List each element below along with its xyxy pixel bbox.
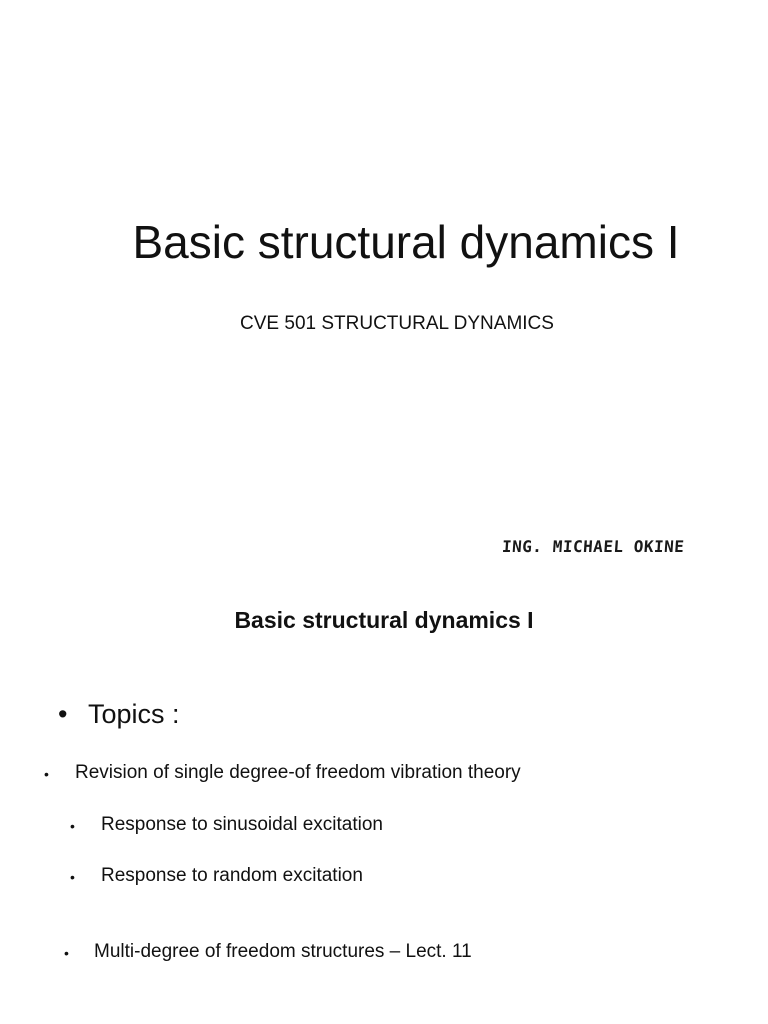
topics-label: Topics : (88, 699, 180, 729)
slide-title: Basic structural dynamics I (132, 216, 680, 268)
course-subtitle: CVE 501 STRUCTURAL DYNAMICS (240, 313, 554, 334)
list-item-text: Revision of single degree-of freedom vibration theory (75, 762, 521, 783)
list-item-text: Response to sinusoidal excitation (101, 814, 384, 835)
bullet-icon: • (58, 699, 68, 729)
author-name: ING. MICHAEL OKINE (500, 537, 685, 556)
bullet-icon: • (70, 869, 75, 885)
bullet-icon: • (44, 766, 49, 782)
slide-heading: Basic structural dynamics I (234, 607, 534, 633)
topics-slide (0, 592, 768, 1024)
list-item-text: Response to random excitation (101, 865, 363, 886)
bullet-icon: • (64, 945, 69, 961)
list-item-text: Multi-degree of freedom structures – Lect. 11 (94, 941, 472, 962)
bullet-icon: • (70, 818, 75, 834)
